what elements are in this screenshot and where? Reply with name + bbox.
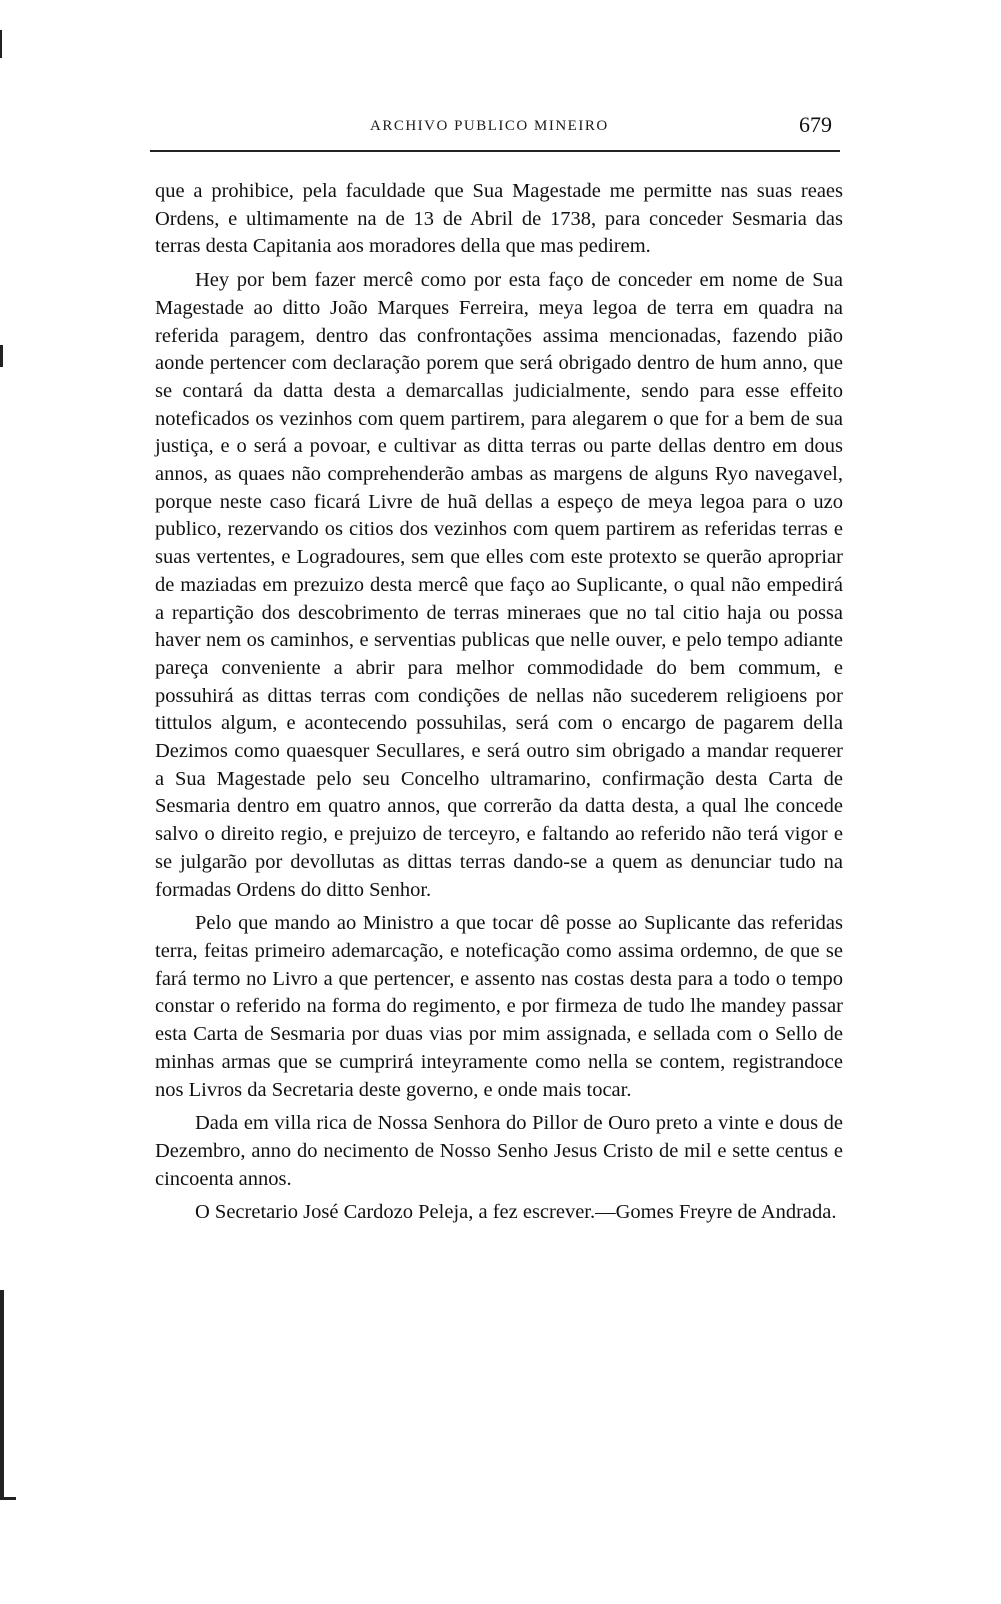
scan-edge-mark-left bbox=[0, 345, 3, 367]
document-body bbox=[155, 178, 843, 1233]
scan-edge-mark-bottom-foot bbox=[0, 1497, 16, 1500]
paragraph-dating: Dada em villa rica de Nossa Senhora do Pillor de Ouro preto a vinte e dous de Dezembro, anno do necimento de Nosso Senho Jesus Cristo de mil e sette centus e cincoenta annos. bbox=[155, 1112, 843, 1190]
page-number: 679 bbox=[799, 112, 832, 137]
page-header bbox=[150, 112, 840, 146]
header-rule bbox=[150, 150, 840, 152]
running-head: ARCHIVO PUBLICO MINEIRO bbox=[370, 118, 609, 134]
paragraph-order: Pelo que mando ao Ministro a que tocar dê posse ao Suplicante das referidas terra, feitas primeiro ademarcação, e noteficação como assima ordemno, de que se fará termo no Livro a que pertencer, e assento nas costas desta para a todo o tempo constar o referido na forma do regimento, e por firmeza de tudo lhe mandey passar esta Carta de Sesmaria por duas vias por mim assignada, e sellada com o Sello de minhas armas que se cumprirá inteyramente como nella se contem, registrandoce nos Livros da Secretaria deste governo, e onde mais tocar. bbox=[155, 912, 843, 1101]
scan-edge-mark-bottom bbox=[0, 1290, 4, 1500]
paragraph-continuation: que a prohibice, pela faculdade que Sua Magestade me permitte nas suas reaes Ordens, e ultimamente na de 13 de Abril de 1738, para conceder Sesmaria das terras desta Capitania aos moradores della que mas pedirem. bbox=[155, 180, 843, 258]
paragraph-grant: Hey por bem fazer mercê como por esta faço de conceder em nome de Sua Magestade ao ditto João Marques Ferreira, meya legoa de terra em quadra na referida paragem, dentro das confrontações assima mencionadas, fazendo pião aonde pertencer com declaração porem que será obrigado dentro de hum anno, que se contará da datta desta a demarcallas judicialmente, sendo para esse effeito noteficados os vezinhos com quem partirem, para alegarem o que for a bem de sua justiça, e o será a povoar, e cultivar as ditta terras ou parte dellas dentro em dous annos, as quaes não comprehenderão ambas as margens de alguns Ryo navegavel, porque neste caso ficará Livre de huã dellas a espeço de meya legoa para o uzo publico, rezervando os citios dos vezinhos com quem partirem as referidas terras e suas vertentes, e Logradoures, sem que elles com este protexto se querão apropriar de maziadas em prezuizo desta mercê que faço ao Suplicante, o qual não empedirá a repartição dos descobrimento de terras mineraes que no tal citio haja ou possa haver nem os caminhos, e serventias publicas que nelle ouver, e pelo tempo adiante pareça conveniente a abrir para melhor commodidade do bem commum, e possuhirá as dittas terras com condições de nellas não sucederem religioens por tittulos algum, e acontecendo possuhilas, será com o encargo de pagarem della Dezimos como quaesquer Secullares, e será outro sim obrigado a mandar requerer a Sua Magestade pelo seu Concelho ultramarino, confirmação desta Carta de Sesmaria dentro em quatro annos, que correrão da datta desta, a qual lhe concede salvo o direito regio, e prejuizo de terceyro, e faltando ao referido não terá vigor e se julgarão por devollutas as dittas terras dando-se a quem as denunciar tudo na formadas Ordens do ditto Senhor. bbox=[155, 269, 843, 901]
paragraph-signature: O Secretario José Cardozo Peleja, a fez escrever.—Gomes Freyre de Andrada. bbox=[195, 1201, 837, 1224]
scan-edge-mark-top bbox=[0, 30, 2, 58]
